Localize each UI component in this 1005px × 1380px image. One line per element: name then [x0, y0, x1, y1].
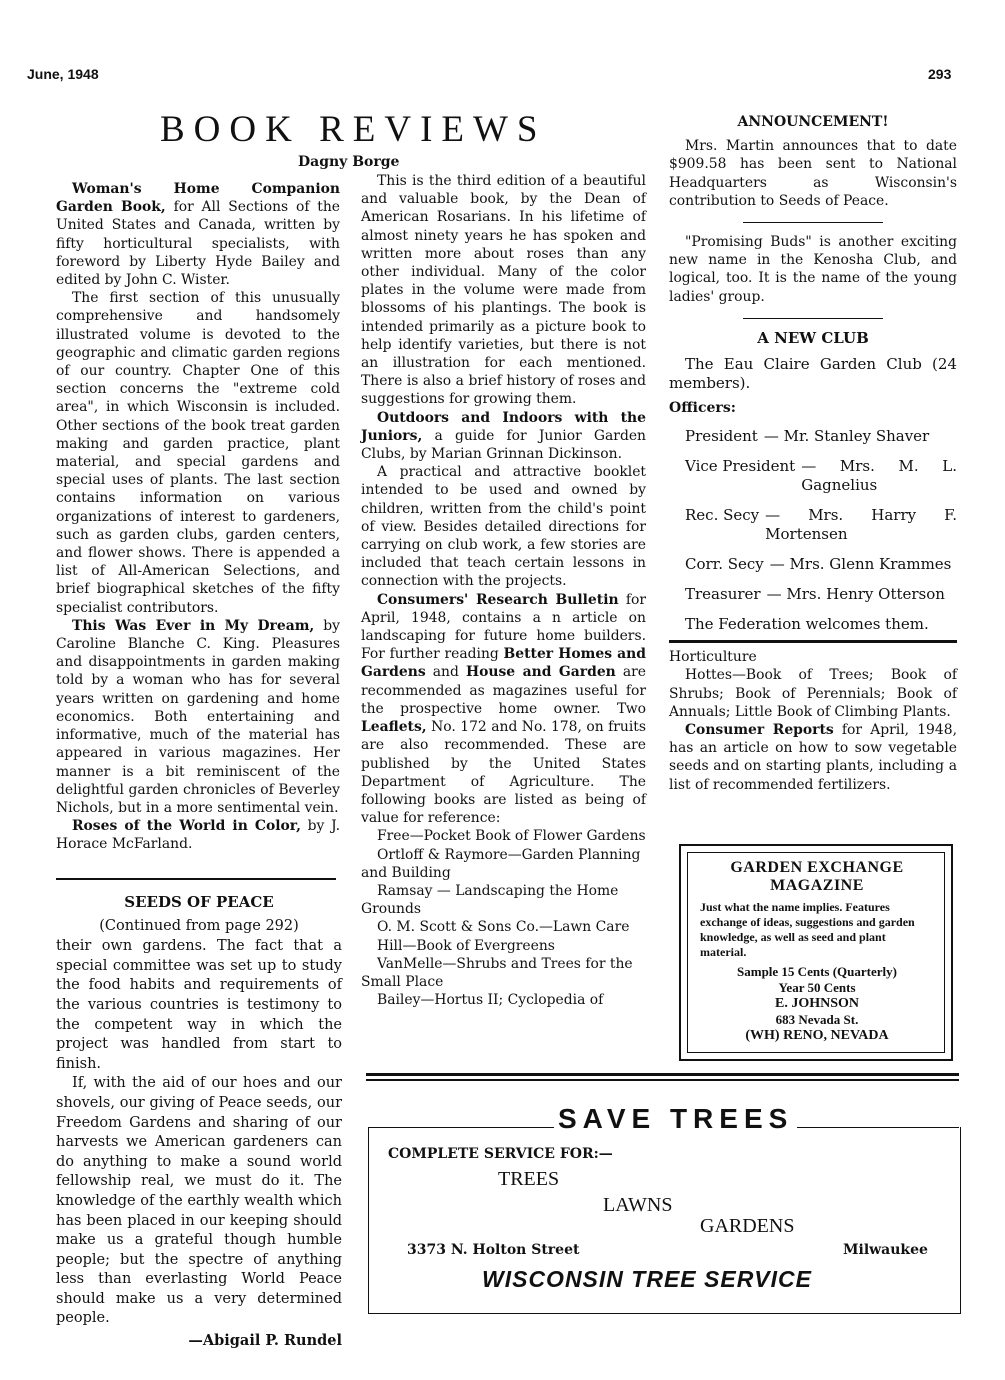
- issue-date: June, 1948: [27, 66, 99, 82]
- ad-item-trees: TREES: [498, 1168, 560, 1190]
- divider: [56, 878, 336, 880]
- review-byline: Dagny Borge: [298, 154, 400, 170]
- divider: [669, 640, 957, 643]
- announcement-title: ANNOUNCEMENT!: [737, 114, 889, 130]
- garden-exchange-street: 683 Nevada St.: [775, 1012, 859, 1027]
- right-column: [669, 113, 957, 794]
- garden-exchange-ad: [679, 844, 953, 1061]
- seeds-of-peace-article: [56, 893, 342, 1351]
- review-consumers-research: Consumers' Research Bulletin for April, 1948, contains a n article on landscaping for future home builders. For further reading Better Homes and Gardens and House and Garden are recommended as magazines useful for the prospective home owner. Two Leaflets, No. 172 and No. 178, on fruits are also recommended. These are published by the United States Department of Agriculture. The following books are listed as being of value for reference:: [361, 591, 647, 827]
- new-club-welcome: The Federation welcomes them.: [685, 615, 929, 634]
- garden-exchange-description: Just what the name implies. Features exchange of ideas, suggestions and garden knowledge, as well as seed and plant material.: [700, 900, 915, 959]
- new-club-title: A NEW CLUB: [757, 328, 869, 347]
- announcement-promising-buds: "Promising Buds" is another exciting new name in the Kenosha Club, and logical, too. It is the name of the young ladies' group.: [669, 234, 957, 305]
- reference-item: Bailey—Hortus II; Cyclopedia of: [377, 992, 604, 1009]
- ad-address: 3373 N. Holton Street: [407, 1242, 580, 1258]
- reference-item: Ramsay — Landscaping the Home Grounds: [361, 882, 619, 918]
- officer-row: President — Mr. Stanley Shaver: [685, 427, 930, 446]
- new-club-intro: The Eau Claire Garden Club (24 members).: [669, 355, 957, 393]
- seeds-paragraph-2: If, with the aid of our hoes and our shovels, our giving of Peace seeds, our Freedom Gardens and sharing of our harvests we American gardeners can do anything to make a sound world fellowship real, we must do it. The knowledge of the earthly wealth which has been placed in our keeping should make us a grateful though humble people; but the spectre of anything less than everlasting World Peace should make us a very determined people.: [56, 1075, 342, 1327]
- ad-item-gardens: GARDENS: [700, 1215, 795, 1237]
- horticulture-books: Hottes—Book of Trees; Book of Shrubs; Book of Perennials; Book of Annuals; Little Book of Climbing Plants.: [669, 667, 957, 720]
- reference-item: Free—Pocket Book of Flower Gardens: [377, 828, 646, 845]
- reference-list: [361, 827, 646, 1009]
- officer-row: Rec. Secy — Mrs. Harry F. Mortensen: [685, 506, 957, 544]
- seeds-title: SEEDS OF PEACE: [124, 893, 274, 911]
- officer-row: Vice President — Mrs. M. L. Gagnelius: [685, 457, 957, 495]
- garden-exchange-year: Year 50 Cents: [778, 980, 856, 995]
- review-paragraph: The first section of this unusually comprehensive and handsomely illustrated volume is devoted to the geographic and climatic garden regions of our country. Chapter One of this section concerns the "extreme cold area", in which Wisconsin is included. Other sections of the book treat garden making and garden practice, plant material, and special gardens and special uses of plants. The last section contains information on various organizations of interest to gardeners, such as garden clubs, garden centers, and flower shows. There is appended a list of All-American Selections, and brief biographical sketches of the fifty specialist contributors.: [56, 290, 340, 616]
- reference-item: O. M. Scott & Sons Co.—Lawn Care: [377, 919, 630, 936]
- divider: [743, 222, 883, 223]
- ad-service-line: COMPLETE SERVICE FOR:—: [388, 1146, 613, 1162]
- reference-item: VanMelle—Shrubs and Trees for the Small Place: [361, 955, 633, 990]
- review-roses-description: This is the third edition of a beautiful and valuable book, by the Dean of American Rosarians. In his lifetime of almost ninety years he has spoken and written more about roses than any other individual. Many of the color plates in the volume were made from blossoms of his plantings. The book is intended primarily as a picture book to help identify varieties, but there is not an illustration for each mentioned. There is also a brief history of roses and suggestions for growing them.: [361, 173, 646, 408]
- ad-item-lawns: LAWNS: [603, 1194, 673, 1216]
- garden-exchange-subtitle: MAGAZINE: [770, 877, 864, 894]
- garden-exchange-name: E. JOHNSON: [774, 996, 859, 1011]
- ad-headline: SAVE TREES: [554, 1103, 797, 1135]
- review-roses-of-the-world: Roses of the World in Color, by J. Horace McFarland.: [56, 818, 341, 853]
- reference-item: Hill—Book of Evergreens: [377, 937, 555, 954]
- consumer-reports-note: Consumer Reports for April, 1948, has an article on how to sow vegetable seeds and on starting plants, including a list of recommended fertilizers.: [669, 722, 957, 793]
- ad-city: Milwaukee: [843, 1242, 928, 1258]
- officer-row: Treasurer — Mrs. Henry Otterson: [685, 585, 945, 604]
- horticulture-title: Horticulture: [669, 649, 757, 666]
- garden-exchange-sample: Sample 15 Cents (Quarterly): [737, 964, 897, 979]
- garden-exchange-city: (WH) RENO, NEVADA: [745, 1028, 889, 1043]
- review-paragraph: A practical and attractive booklet intended to be used and owned by children, written from the child's point of view. Besides detailed directions for carrying on club work, a few stories are included that teach certain lessons in connection with the projects.: [361, 464, 646, 590]
- divider: [366, 1079, 959, 1081]
- seeds-signature: —Abigail P. Rundel: [188, 1332, 342, 1350]
- officers-label: Officers:: [669, 400, 736, 417]
- announcement-text: Mrs. Martin announces that to date $909.58 has been sent to National Headquarters as Wisconsin's contribution to Seeds of Peace.: [669, 138, 957, 209]
- garden-exchange-title: GARDEN EXCHANGE: [730, 859, 904, 876]
- seeds-paragraph-1: their own gardens. The fact that a special committee was set up to study the food habits and requirements of the various countries is testimony to the competent way in which the project was handled from start to finish.: [56, 938, 342, 1072]
- officer-row: Corr. Secy — Mrs. Glenn Krammes: [685, 555, 952, 574]
- ad-company-name: WISCONSIN TREE SERVICE: [482, 1266, 812, 1292]
- divider: [743, 318, 883, 319]
- reference-item: Ortloff & Raymore—Garden Planning and Building: [361, 846, 641, 881]
- divider: [366, 1073, 959, 1076]
- page-number: 293: [928, 66, 952, 82]
- reviews-column-2: [361, 172, 646, 1009]
- review-outdoors-indoors: Outdoors and Indoors with the Juniors, a guide for Junior Garden Clubs, by Marian Grinnan Dickinson.: [361, 409, 646, 463]
- page-title: BOOK REVIEWS: [160, 109, 547, 150]
- review-ever-in-my-dream: This Was Ever in My Dream, by Caroline Blanche C. King. Pleasures and disappointments in garden making told by a woman who has for several years written on gardening and home economics. Both entertaining and informative, much of the material has appeared in various magazines. Her manner is a bit reminiscent of the delightful garden chronicles of Beverley Nichols, but in a more sentimental vein.: [56, 617, 340, 816]
- reviews-column-1: [56, 180, 340, 854]
- seeds-continued: (Continued from page 292): [99, 917, 299, 934]
- review-womans-home-companion: Woman's Home Companion Garden Book, for All Sections of the United States and Canada, written by fifty horticultural specialists, with foreword by Liberty Hyde Bailey and edited by John C. Wister.: [56, 181, 341, 289]
